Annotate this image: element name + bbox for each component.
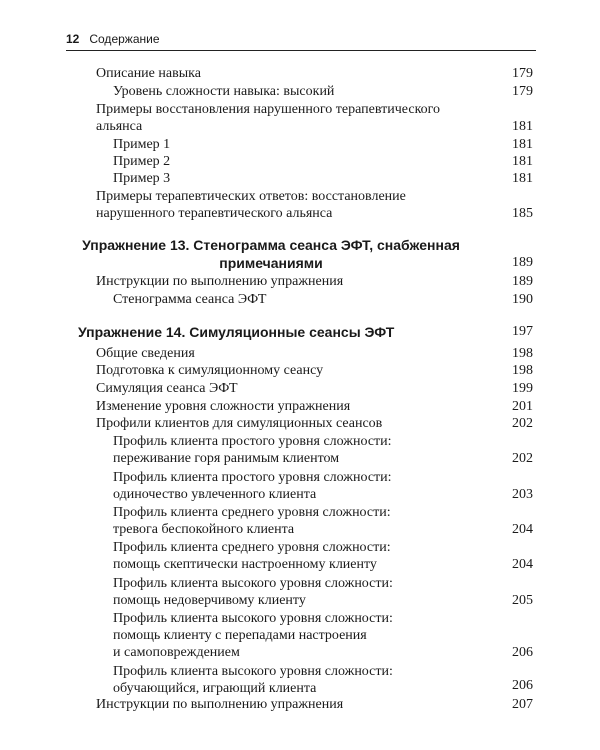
header-title: Содержание [89,32,160,46]
toc-entry-page: 204 [512,522,533,537]
toc-entry [96,696,343,713]
toc-entry [113,504,391,538]
toc-entry-text: переживание горя ранимым клиентом [113,451,340,466]
toc-entry-text: Симуляция сеанса ЭФТ [96,381,238,396]
toc-entry-page: 181 [512,154,533,169]
toc-entry-page: 201 [512,399,533,414]
toc-entry-text: помощь скептически настроенному клиенту [113,557,377,572]
toc-entry-text: Описание навыка [96,66,201,81]
toc-entry-text: Примеры восстановления нарушенного терапевтического [96,102,441,117]
toc-entry [113,136,170,153]
toc-entry-text: и самоповреждением [113,645,240,660]
toc-entry-page: 206 [512,645,533,660]
toc-entry [113,610,393,661]
toc-entry-page: 181 [512,171,533,186]
running-header [66,32,536,50]
toc-entry [96,362,323,379]
chapter-heading [78,323,394,341]
toc-entry [113,663,393,697]
toc-entry-text: Изменение уровня сложности упражнения [96,399,351,414]
toc-entry [96,398,350,415]
toc-entry-text: Профиль клиента высокого уровня сложности: [113,664,393,679]
toc-entry-text: Профиль клиента среднего уровня сложности: [113,505,391,520]
header-page-number: 12 [66,32,80,46]
chapter-page: 189 [512,255,533,270]
toc-entry-page: 198 [512,346,533,361]
toc-entry-page: 179 [512,66,533,81]
toc-entry [96,188,406,222]
toc-entry-text: Пример 3 [113,171,171,186]
toc-entry-text: Профиль клиента простого уровня сложности: [113,434,392,449]
toc-entry-page: 204 [512,557,533,572]
toc-entry [113,83,334,100]
toc-entry [113,469,392,503]
toc-entry [96,101,440,135]
toc-entry-text: тревога беспокойного клиента [113,522,295,537]
toc-entry-page: 202 [512,416,533,431]
toc-entry-page: 199 [512,381,533,396]
toc-entry-text: обучающийся, играющий клиента [113,681,317,696]
toc-entry-page: 190 [512,292,533,307]
toc-entry-text: Профили клиентов для симуляционных сеансов [96,416,383,431]
toc-entry-text: одиночество увлеченного клиента [113,487,317,502]
toc-entry-text: помощь клиенту с перепадами настроения [113,628,367,643]
toc-entry-page: 203 [512,487,533,502]
toc-entry-page: 198 [512,363,533,378]
toc-entry-text: Стенограмма сеанса ЭФТ [113,292,267,307]
header-rule [66,50,536,51]
toc-entry [96,65,201,82]
toc-entry-page: 181 [512,119,533,134]
toc-entry-page: 181 [512,137,533,152]
toc-entry-page: 205 [512,593,533,608]
toc-entry [96,345,195,362]
toc-entry-text: Уровень сложности навыка: высокий [113,84,335,99]
toc-entry-text: Общие сведения [96,346,195,361]
toc-entry-page: 185 [512,206,533,221]
chapter-heading [78,236,464,272]
toc-entry-text: Профиль клиента простого уровня сложности: [113,470,392,485]
toc-entry-page: 202 [512,451,533,466]
toc-entry [113,575,393,609]
toc-entry [113,539,391,573]
chapter-page: 197 [512,324,533,339]
toc-entry-text: Профиль клиента высокого уровня сложности: [113,576,393,591]
toc-entry [113,291,266,308]
chapter-title-line: Упражнение 13. Стенограмма сеанса ЭФТ, снабженная [82,237,460,253]
toc-entry-text: Подготовка к симуляционному сеансу [96,363,324,378]
toc-entry [113,170,170,187]
toc-entry-page: 179 [512,84,533,99]
toc-entry-text: Инструкции по выполнению упражнения [96,274,344,289]
toc-entry-text: Пример 2 [113,154,171,169]
toc-entry-text: Профиль клиента высокого уровня сложности: [113,611,393,626]
toc-entry-text: Профиль клиента среднего уровня сложности: [113,540,391,555]
chapter-title-line: примечаниями [219,255,323,271]
toc-entry-text: нарушенного терапевтического альянса [96,206,333,221]
toc-entry-text: Инструкции по выполнению упражнения [96,697,344,712]
toc-entry-text: Пример 1 [113,137,171,152]
toc-entry [96,380,238,397]
toc-entry-page: 206 [512,678,533,693]
toc-entry-text: помощь недоверчивому клиенту [113,593,306,608]
toc-entry-text: альянса [96,119,143,134]
toc-entry-page: 207 [512,697,533,712]
toc-entry [113,153,170,170]
toc-entry [96,273,343,290]
toc-entry [96,415,382,432]
toc-entry [113,433,392,467]
chapter-title-line: Упражнение 14. Симуляционные сеансы ЭФТ [78,324,395,340]
toc-entry-text: Примеры терапевтических ответов: восстановление [96,189,406,204]
toc-entry-page: 189 [512,274,533,289]
